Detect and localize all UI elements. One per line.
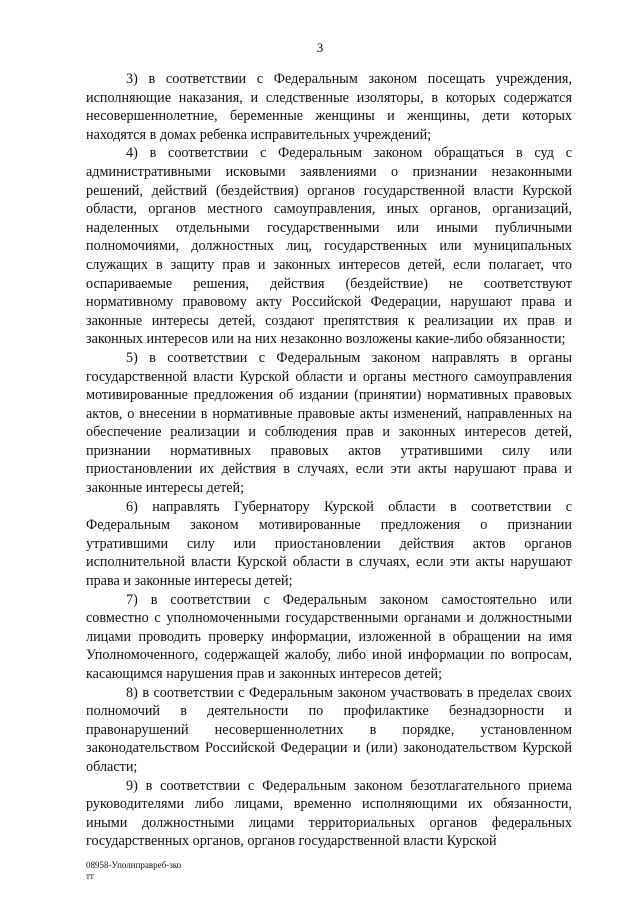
- paragraph-item-6: 6) направлять Губернатору Курской области в соответствии с Федеральным законом мотивированные предложения о признании утратившими силу или приостановлении действия актов органов исполнительной власти Курской области в случаях, если эти акты нарушают права и законные интересы детей;: [86, 498, 572, 590]
- paragraph-item-3: 3) в соответствии с Федеральным законом посещать учреждения, исполняющие наказания, и следственные изоляторы, в которых содержатся несовершеннолетние, беременные женщины и женщины, дети которых находятся в домах ребенка исправительных учреждений;: [86, 71, 572, 143]
- footer-initials: тт: [86, 871, 94, 881]
- footer-document-code: 08958-Уполнправреб-зко: [86, 860, 182, 870]
- document-footer: [86, 860, 181, 882]
- paragraph-item-4: 4) в соответствии с Федеральным законом обращаться в суд с административными исковыми заявлениями о признании незаконными решений, действий (бездействия) органов государственной власти Курской области, органов местного самоуправления, иных органов, организаций, наделенных отдельными государственными или иными публичными полномочиями, должностных лиц, государственных или муниципальных служащих в защиту прав и законных интересов детей, если полагает, что оспариваемые решения, действия (бездействие) не соответствуют нормативному правовому акту Российской Федерации, нарушают права и законные интересы детей, создают препятствия к реализации их прав и законных интересов или на них незаконно возложены какие-либо обязанности;: [86, 145, 572, 348]
- document-body: [86, 70, 572, 851]
- page-number: 3: [316, 40, 324, 55]
- paragraph-item-5: 5) в соответствии с Федеральным законом направлять в органы государственной власти Курской области и органы местного самоуправления мотивированные предложения об издании (принятии) нормативных правовых актов, о внесении в нормативные правовые акты изменений, направленных на обеспечение реализации и соблюдения прав и законных интересов детей, признании нормативных правовых актов утратившими силу или приостановлении их действия в случаях, если эти акты нарушают права и законные интересы детей;: [86, 349, 572, 497]
- paragraph-item-7: 7) в соответствии с Федеральным законом самостоятельно или совместно с уполномоченными государственными органами и должностными лицами проводить проверку информации, изложенной в обращении на имя Уполномоченного, содержащей жалобу, либо иной информации по вопросам, касающимся нарушения прав и законных интересов детей;: [86, 591, 572, 682]
- paragraph-item-8: 8) в соответствии с Федеральным законом участвовать в пределах своих полномочий в деятельности по профилактике безнадзорности и правонарушений несовершеннолетних в порядке, установленном законодательством Российской Федерации и (или) законодательством Курской области;: [86, 684, 572, 775]
- paragraph-item-9: 9) в соответствии с Федеральным законом безотлагательного приема руководителями либо лицами, временно исполняющими их обязанности, иными должностными лицами территориальных органов федеральных государственных органов, органов государственной власти Курской: [86, 777, 572, 850]
